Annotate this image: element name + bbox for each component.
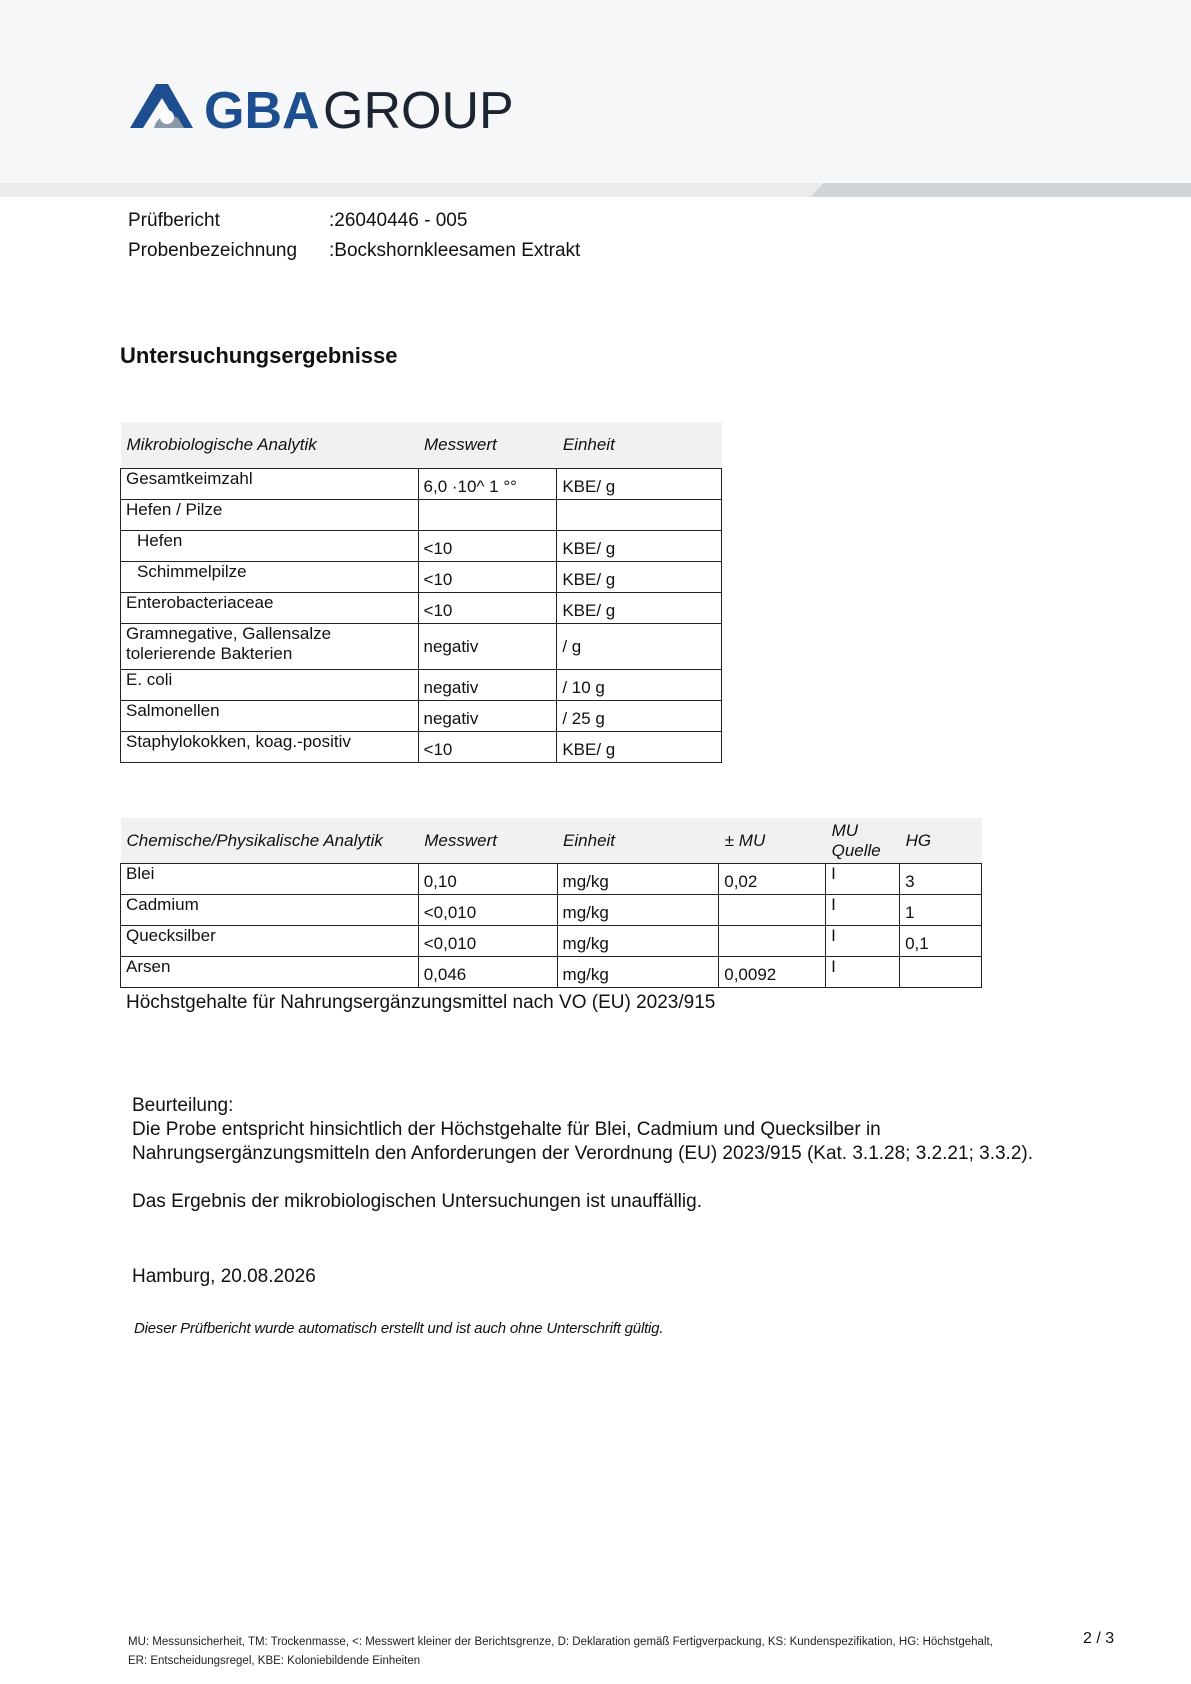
footer-abbreviations: MU: Messunsicherheit, TM: Trockenmasse, <: Messwert kleiner der Berichtsgrenze, D: Deklaration gemäß Fertigverpackung, KS: Kundenspezifikation, HG: Höchstgehalt,: [128, 1636, 993, 1648]
gba-group-logo: [130, 74, 560, 144]
table-row: [121, 469, 722, 500]
micro-name: Staphylokokken, koag.-positiv: [121, 732, 419, 763]
micro-name: E. coli: [121, 670, 419, 701]
assessment-line: Nahrungsergänzungsmitteln den Anforderungen der Verordnung (EU) 2023/915 (Kat. 3.1.28; 3.2.21; 3.3.2).: [132, 1143, 1033, 1164]
chem-header-value: Messwert: [418, 818, 557, 864]
micro-value: negativ: [418, 701, 557, 732]
micro-unit: KBE/ g: [557, 531, 722, 562]
micro-value: [418, 500, 557, 531]
micro-name: Schimmelpilze: [121, 562, 419, 593]
chem-value: <0,010: [418, 895, 557, 926]
micro-unit: / 10 g: [557, 670, 722, 701]
chem-header-mu-line: MU: [831, 820, 859, 840]
micro-value: <10: [418, 593, 557, 624]
chem-mu: 0,0092: [719, 957, 826, 988]
chem-unit: mg/kg: [557, 957, 719, 988]
chem-mu: [719, 926, 826, 957]
micro-name: Gesamtkeimzahl: [121, 469, 419, 500]
chem-unit: mg/kg: [557, 895, 719, 926]
micro-unit: [557, 500, 722, 531]
place-date: Hamburg, 20.08.2026: [132, 1266, 316, 1287]
max-levels-note: Höchstgehalte für Nahrungsergänzungsmittel nach VO (EU) 2023/915: [126, 992, 716, 1013]
chem-name: Blei: [121, 864, 419, 895]
header-divider: [0, 183, 820, 197]
chem-hg: [900, 957, 982, 988]
header-divider-accent: [811, 183, 1191, 197]
sample-name-label: Probenbezeichnung: [128, 240, 298, 261]
chem-value: 0,10: [418, 864, 557, 895]
micro-unit: / 25 g: [557, 701, 722, 732]
assessment-title: Beurteilung:: [132, 1095, 234, 1116]
micro-name: Hefen / Pilze: [121, 500, 419, 531]
microbiology-table: [120, 422, 722, 763]
chem-hg: 3: [900, 864, 982, 895]
auto-generated-note: Dieser Prüfbericht wurde automatisch erstellt und ist auch ohne Unterschrift gültig.: [134, 1320, 664, 1337]
report-number-label: Prüfbericht: [128, 210, 220, 231]
chem-header-analysis: Chemische/Physikalische Analytik: [121, 818, 419, 864]
table-row: [121, 957, 982, 988]
chem-source: I: [826, 926, 900, 957]
chem-source: I: [826, 895, 900, 926]
table-row: [121, 926, 982, 957]
chemistry-table: [120, 818, 982, 988]
table-row: [121, 562, 722, 593]
table-row: [121, 624, 722, 670]
chem-mu: 0,02: [719, 864, 826, 895]
micro-name: [121, 624, 419, 670]
chem-hg: 0,1: [900, 926, 982, 957]
micro-name-line: tolerierende Bakterien: [126, 644, 293, 663]
table-row: [121, 895, 982, 926]
micro-value: negativ: [418, 624, 557, 670]
micro-header-analysis: Mikrobiologische Analytik: [121, 422, 419, 469]
assessment-line: Die Probe entspricht hinsichtlich der Höchstgehalte für Blei, Cadmium und Quecksilber in: [132, 1119, 881, 1140]
chem-header-source-line: Quelle: [831, 840, 881, 860]
table-row: [121, 670, 722, 701]
micro-name: Enterobacteriaceae: [121, 593, 419, 624]
chem-hg: 1: [900, 895, 982, 926]
chem-unit: mg/kg: [557, 926, 719, 957]
chem-name: Arsen: [121, 957, 419, 988]
micro-value: 6,0 ·10^ 1 °°: [418, 469, 557, 500]
chem-header-hg: HG: [900, 818, 982, 864]
chem-header-mu-source: [826, 818, 900, 864]
table-row: [121, 500, 722, 531]
micro-name: Salmonellen: [121, 701, 419, 732]
micro-value: <10: [418, 562, 557, 593]
chem-source: I: [826, 957, 900, 988]
chem-name: Cadmium: [121, 895, 419, 926]
micro-value: <10: [418, 732, 557, 763]
table-row: [121, 531, 722, 562]
micro-result-statement: Das Ergebnis der mikrobiologischen Untersuchungen ist unauffällig.: [132, 1191, 702, 1212]
logo-brand-light: GROUP: [323, 82, 514, 140]
chem-header-mu: ± MU: [719, 818, 826, 864]
micro-unit: KBE/ g: [557, 469, 722, 500]
micro-unit: KBE/ g: [557, 562, 722, 593]
logo-brand-bold: GBA: [204, 82, 320, 140]
report-number-value: :26040446 - 005: [329, 210, 468, 231]
table-row: [121, 593, 722, 624]
chem-source: I: [826, 864, 900, 895]
table-row: [121, 864, 982, 895]
micro-value: negativ: [418, 670, 557, 701]
chem-unit: mg/kg: [557, 864, 719, 895]
micro-name-line: Gramnegative, Gallensalze: [126, 624, 332, 643]
chem-name: Quecksilber: [121, 926, 419, 957]
micro-header-unit: Einheit: [557, 422, 722, 469]
results-heading: Untersuchungsergebnisse: [120, 343, 398, 368]
logo-mark-icon: [130, 84, 193, 128]
chem-value: <0,010: [418, 926, 557, 957]
micro-value: <10: [418, 531, 557, 562]
micro-header-value: Messwert: [418, 422, 557, 469]
page-number: 2 / 3: [1083, 1630, 1115, 1647]
footer-abbreviations: ER: Entscheidungsregel, KBE: Koloniebildende Einheiten: [128, 1655, 421, 1667]
table-row: [121, 732, 722, 763]
micro-unit: KBE/ g: [557, 593, 722, 624]
chem-value: 0,046: [418, 957, 557, 988]
chem-header-unit: Einheit: [557, 818, 719, 864]
table-row: [121, 701, 722, 732]
chem-mu: [719, 895, 826, 926]
sample-name-value: :Bockshornkleesamen Extrakt: [329, 240, 581, 261]
micro-unit: / g: [557, 624, 722, 670]
micro-name: Hefen: [121, 531, 419, 562]
micro-unit: KBE/ g: [557, 732, 722, 763]
